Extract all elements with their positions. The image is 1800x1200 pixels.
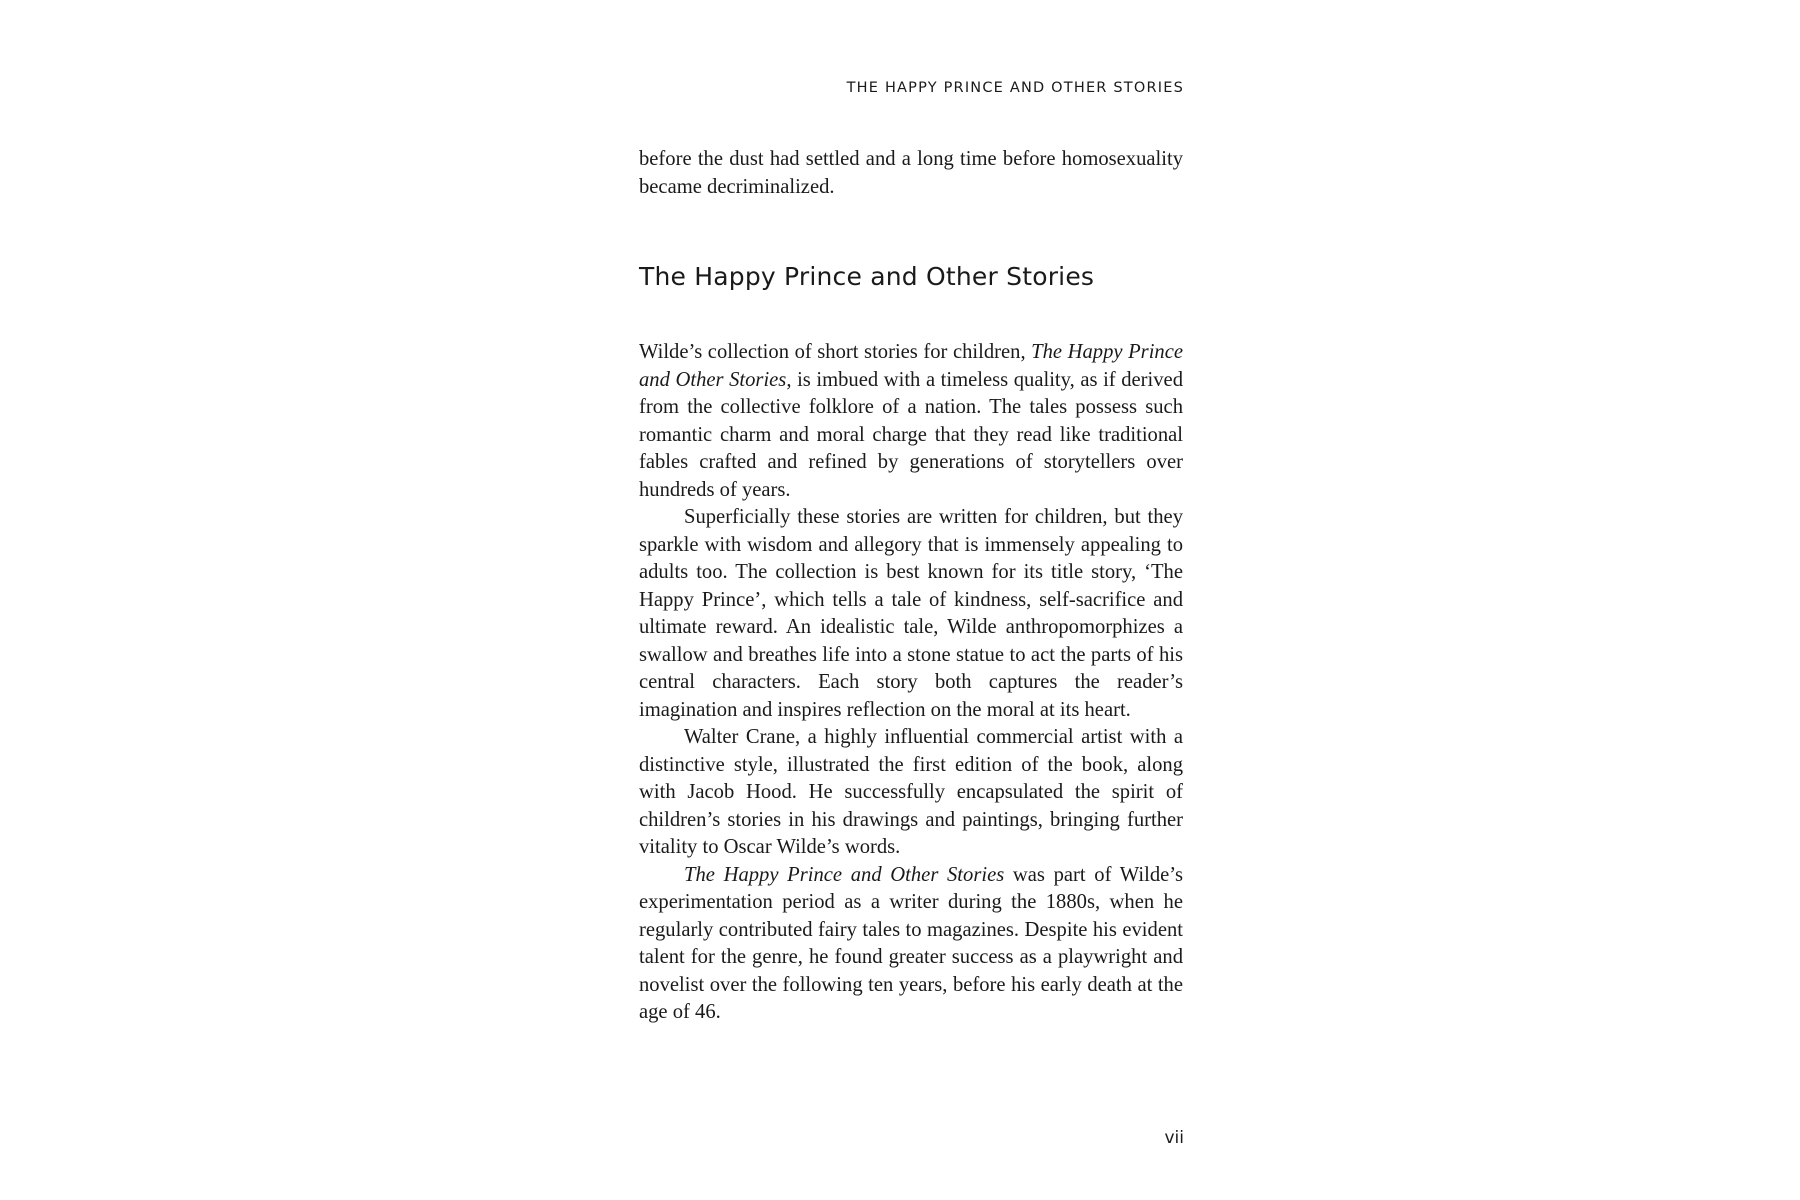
paragraph-1-book-title: The Happy Prince and Other Stories xyxy=(639,341,1183,391)
section-body xyxy=(639,339,1183,1027)
page-number: vii xyxy=(1164,1128,1184,1148)
intro-paragraph: before the dust had settled and a long time before homosexuality became decriminalized. xyxy=(639,148,1183,198)
paragraph-3: Walter Crane, a highly influential commercial artist with a distinctive style, illustrated the first edition of the book, along with Jacob Hood. He successfully encapsulated the spirit of children’s stories in his drawings and paintings, bringing further vitality to Oscar Wilde’s words. xyxy=(639,726,1183,858)
intro-text xyxy=(639,146,1183,201)
paragraph-1-text: , is imbued with a timeless quality, as if derived from the collective folklore of a nation. The tales possess such romantic charm and moral charge that they read like traditional fables crafted and refined by generations of storytellers over hundreds of years. xyxy=(639,368,1183,501)
paragraph-1-lead: Wilde’s collection of short stories for children, xyxy=(639,341,1032,363)
paragraph-4 xyxy=(639,862,1183,1027)
paragraph-2: Superficially these stories are written for children, but they sparkle with wisdom and allegory that is immensely appealing to adults too. The collection is best known for its title story, ‘The Happy Prince’, which tells a tale of kindness, self-sacrifice and ultimate reward. An idealistic tale, Wilde anthropomorphizes a swallow and breathes life into a stone statue to act the parts of his central characters. Each story both captures the reader’s imagination and inspires reflection on the moral at its heart. xyxy=(639,506,1183,721)
paragraph-4-book-title: The Happy Prince and Other Stories xyxy=(684,863,1005,886)
paragraph-4-text: was part of Wilde’s experimentation period as a writer during the 1880s, when he regularly contributed fairy tales to magazines. Despite his evident talent for the genre, he found greater success as a playwright and novelist over the following ten years, before his early death at the age of 46. xyxy=(639,863,1184,1023)
section-title: The Happy Prince and Other Stories xyxy=(639,262,1095,291)
paragraph-1 xyxy=(639,339,1183,504)
running-head: THE HAPPY PRINCE AND OTHER STORIES xyxy=(846,80,1184,96)
